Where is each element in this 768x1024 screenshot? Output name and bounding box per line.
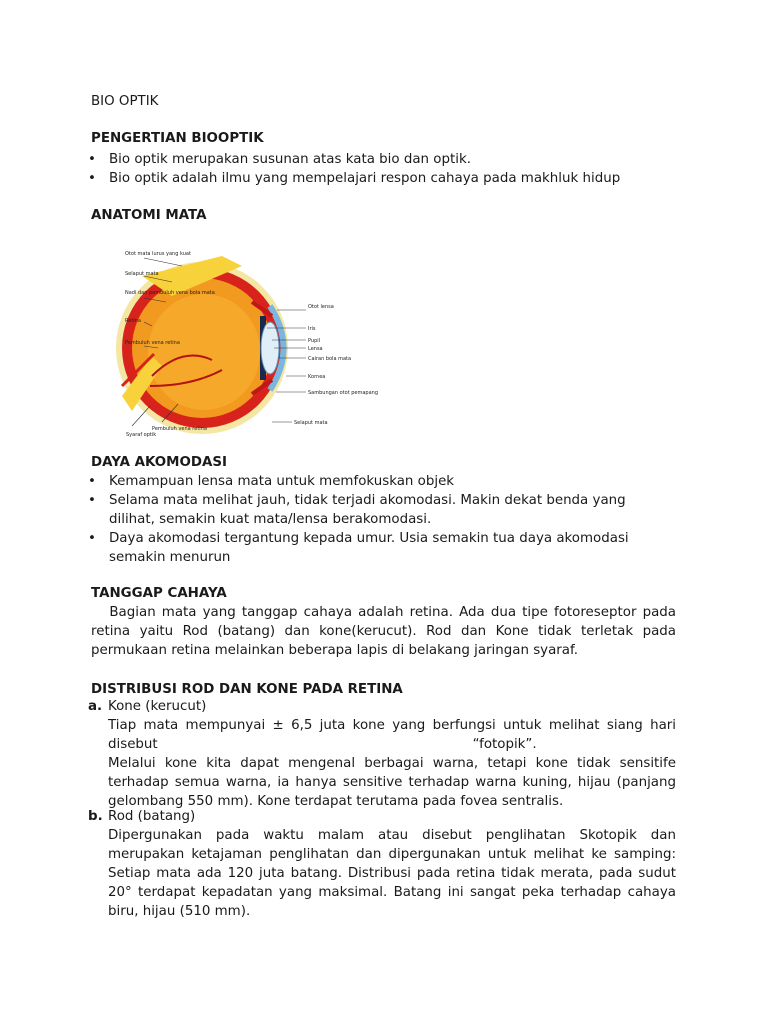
list-item: Rod (batang) Dipergunakan pada waktu malam atau disebut penglihatan Skotopik dan merupakan ketajaman penglihatan dan dipergunakan untuk melihat ke samping: Setiap mata ada 120 juta batang. Distribusi pada retina tidak merata, pada sudut 20° terdapat kepadatan yang maksimal. Batang ini sangat peka terhadap cahaya biru, hijau (510 mm). [108,809,676,919]
document-title: BIO OPTIK [91,94,159,109]
figure-label: Pembuluh vena retina [152,426,207,432]
figure-label: Nadi dan pembuluh vena bola mata [125,290,215,296]
heading-anatomi: ANATOMI MATA [91,208,207,223]
figure-label: Pupil [308,338,321,344]
document-page: BIO OPTIK PENGERTIAN BIOOPTIK • Bio optik merupakan susunan atas kata bio dan optik. • Bio optik adalah ilmu yang mempelajari respon cahaya pada makhluk hidup ANATOMI MATA Otot mata lurus yang kuat Selaput mata Nadi dan pembuluh vena bola mata Retina Pembuluh vena retina Syaraf optik Pembuluh vena retina Otot lensa Iris Pupil Lensa Cairan bola mata Kornea Sambungan otot pemapang Selaput mata DAYA AKOMODASI • Kemampuan lensa mata untuk memfokuskan objek • Selama mata melihat jauh, tidak terjadi akomodasi. Makin dekat benda yang dilihat, semakin kuat mata/lensa berakomodasi. • Daya akomodasi tergantung kepada umur. Usia semakin tua daya akomodasi semakin menurun TANGGAP CAHAYA Bagian mata yang tanggap cahaya adalah retina. Ada dua tipe fotoreseptor pada retina yaitu Rod (batang) dan kone(kerucut). Rod dan Kone tidak terletak pada permukaan retina melainkan beberapa lapis di belakang jaringan syaraf. DISTRIBUSI ROD DAN KONE PADA RETINA a. Kone (kerucut) Tiap mata mempunyai ± 6,5 juta kone yang berfungsi untuk melihat siang hari disebut “fotopik”. Melalui kone kita dapat mengenal berbagai warna, tetapi kone tidak sensitife terhadap semua warna, ia hanya sensitive terhadap warna kuning, hijau (panjang gelombang 550 mm). Kone terdapat terutama pada fovea sentralis. b. Rod (batang) Dipergunakan pada waktu malam atau disebut penglihatan Skotopik dan merupakan ketajaman penglihatan dan dipergunakan untuk melihat ke samping: Setiap mata ada 120 juta batang. Distribusi pada retina tidak merata, pada sudut 20° terdapat kepadatan yang maksimal. Batang ini sangat peka terhadap cahaya biru, hijau (510 mm). [88,94,676,919]
figure-label: Lensa [308,346,323,352]
bullet-icon: • [88,152,96,167]
item-title: Kone (kerucut) [108,699,207,714]
figure-label: Selaput mata [125,271,159,277]
bullet-icon: • [88,171,96,186]
figure-label: Pembuluh vena retina [125,340,180,346]
list-item: Kone (kerucut) Tiap mata mempunyai ± 6,5 juta kone yang berfungsi untuk melihat siang hari disebut “fotopik”. Melalui kone kita dapat mengenal berbagai warna, tetapi kone tidak sensitife terhadap semua warna, ia hanya sensitive terhadap warna kuning, hijau (panjang gelombang 550 mm). Kone terdapat terutama pada fovea sentralis. [108,699,676,809]
figure-label: Otot mata lurus yang kuat [125,251,191,257]
bullet-icon: • [88,474,96,489]
figure-label: Retina [125,318,141,324]
figure-label: Sambungan otot pemapang [308,390,379,396]
bullet-icon: • [88,531,96,546]
list-marker: a. [88,699,103,714]
eye-anatomy-figure [92,236,379,448]
heading-distribusi: DISTRIBUSI ROD DAN KONE PADA RETINA [91,682,403,697]
figure-label: Selaput mata [294,420,328,426]
figure-label: Syaraf optik [126,432,157,438]
figure-label: Otot lensa [308,304,334,310]
figure-label: Kornea [308,374,326,380]
bullet-icon: • [88,493,96,508]
paragraph: Bagian mata yang tanggap cahaya adalah retina. Ada dua tipe fotoreseptor pada retina yaitu Rod (batang) dan kone(kerucut). Rod dan Kone tidak terletak pada permukaan retina melainkan beberapa lapis di belakang jaringan syaraf. [91,605,676,658]
list-marker: b. [88,809,103,824]
heading-daya-akomodasi: DAYA AKOMODASI [91,455,227,470]
item-title: Rod (batang) [108,809,196,824]
figure-label: Iris [308,326,316,332]
heading-tanggap-cahaya: TANGGAP CAHAYA [91,586,227,601]
figure-label: Cairan bola mata [308,356,352,362]
heading-pengertian: PENGERTIAN BIOOPTIK [91,131,264,146]
